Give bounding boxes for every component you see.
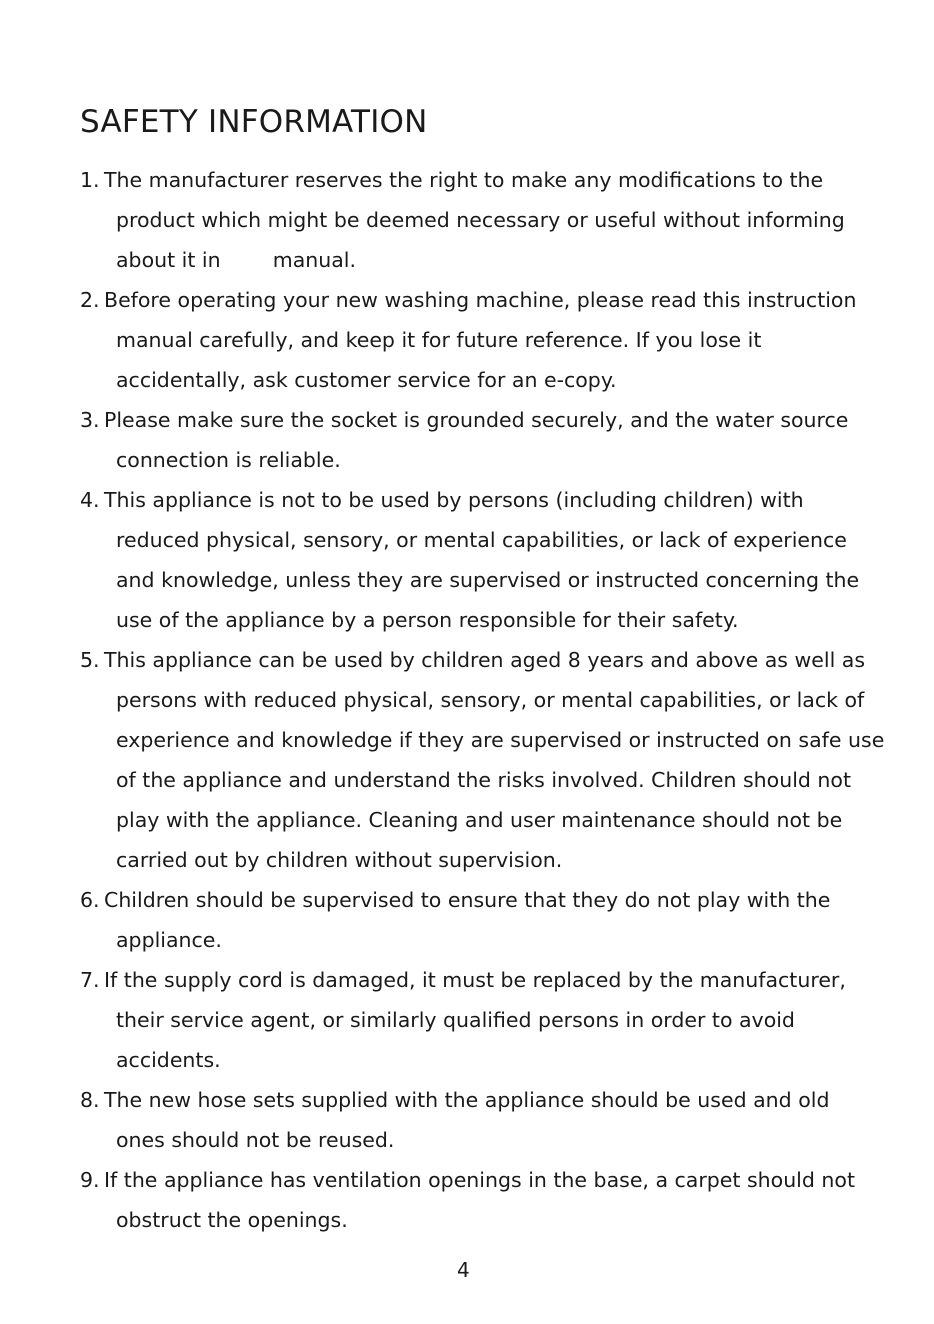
safety-item-2	[80, 280, 880, 400]
item-text-line: their service agent, or similarly qualified persons in order to avoid	[116, 1008, 795, 1032]
item-text-line: reduced physical, sensory, or mental capabilities, or lack of experience	[116, 528, 847, 552]
item-text-line: play with the appliance. Cleaning and user maintenance should not be	[116, 808, 843, 832]
safety-item-3	[80, 400, 880, 480]
item-text-line: If the supply cord is damaged, it must be replaced by the manufacturer,	[104, 968, 846, 992]
safety-item-8	[80, 1080, 880, 1160]
item-text	[104, 280, 880, 400]
item-text-line: Please make sure the socket is grounded securely, and the water source	[104, 408, 849, 432]
item-number: 1.	[80, 168, 100, 192]
item-text-line: experience and knowledge if they are supervised or instructed on safe use	[116, 728, 885, 752]
item-number: 7.	[80, 968, 100, 992]
item-number: 5.	[80, 648, 100, 672]
item-text	[104, 880, 880, 960]
item-text-line: accidentally, ask customer service for an e-copy.	[116, 368, 617, 392]
item-text-line: This appliance is not to be used by persons (including children) with	[104, 488, 804, 512]
item-text-line: Before operating your new washing machine, please read this instruction	[104, 288, 857, 312]
item-text-line: persons with reduced physical, sensory, or mental capabilities, or lack of	[116, 688, 865, 712]
safety-item-4	[80, 480, 880, 640]
item-number: 8.	[80, 1088, 100, 1112]
safety-list	[80, 160, 885, 1240]
item-text-line: The new hose sets supplied with the appliance should be used and old	[104, 1088, 830, 1112]
item-text-line: appliance.	[116, 928, 222, 952]
item-text-line: and knowledge, unless they are supervised or instructed concerning the	[116, 568, 860, 592]
item-text	[104, 480, 880, 640]
item-text-line: accidents.	[116, 1048, 221, 1072]
item-number: 2.	[80, 288, 100, 312]
item-text-line: The manufacturer reserves the right to make any modifications to the	[104, 168, 824, 192]
item-number: 6.	[80, 888, 100, 912]
item-text-line: use of the appliance by a person responsible for their safety.	[116, 608, 739, 632]
item-text	[104, 1160, 880, 1240]
item-number: 9.	[80, 1168, 100, 1192]
item-number: 3.	[80, 408, 100, 432]
item-text-line: Children should be supervised to ensure that they do not play with the	[104, 888, 831, 912]
item-text-line: connection is reliable.	[116, 448, 341, 472]
item-text	[104, 1080, 880, 1160]
item-text	[104, 640, 884, 880]
safety-item-5	[80, 640, 885, 880]
item-text	[104, 960, 880, 1080]
item-text-line: ones should not be reused.	[116, 1128, 395, 1152]
item-text	[104, 160, 880, 280]
safety-item-6	[80, 880, 880, 960]
safety-item-7	[80, 960, 880, 1080]
item-text-line: carried out by children without supervision.	[116, 848, 563, 872]
item-number: 4.	[80, 488, 100, 512]
safety-item-1	[80, 160, 880, 280]
item-text-line: This appliance can be used by children aged 8 years and above as well as	[104, 648, 866, 672]
page-title: SAFETY INFORMATION	[80, 104, 428, 140]
safety-item-9	[80, 1160, 880, 1240]
item-text-line: obstruct the openings.	[116, 1208, 348, 1232]
item-text-line: about it in manual.	[116, 248, 357, 272]
page-number: 4	[457, 1258, 470, 1282]
item-text-line: product which might be deemed necessary or useful without informing	[116, 208, 845, 232]
item-text-line: If the appliance has ventilation openings in the base, a carpet should not	[104, 1168, 855, 1192]
item-text-line: of the appliance and understand the risks involved. Children should not	[116, 768, 851, 792]
item-text	[104, 400, 880, 480]
item-text-line: manual carefully, and keep it for future reference. If you lose it	[116, 328, 762, 352]
